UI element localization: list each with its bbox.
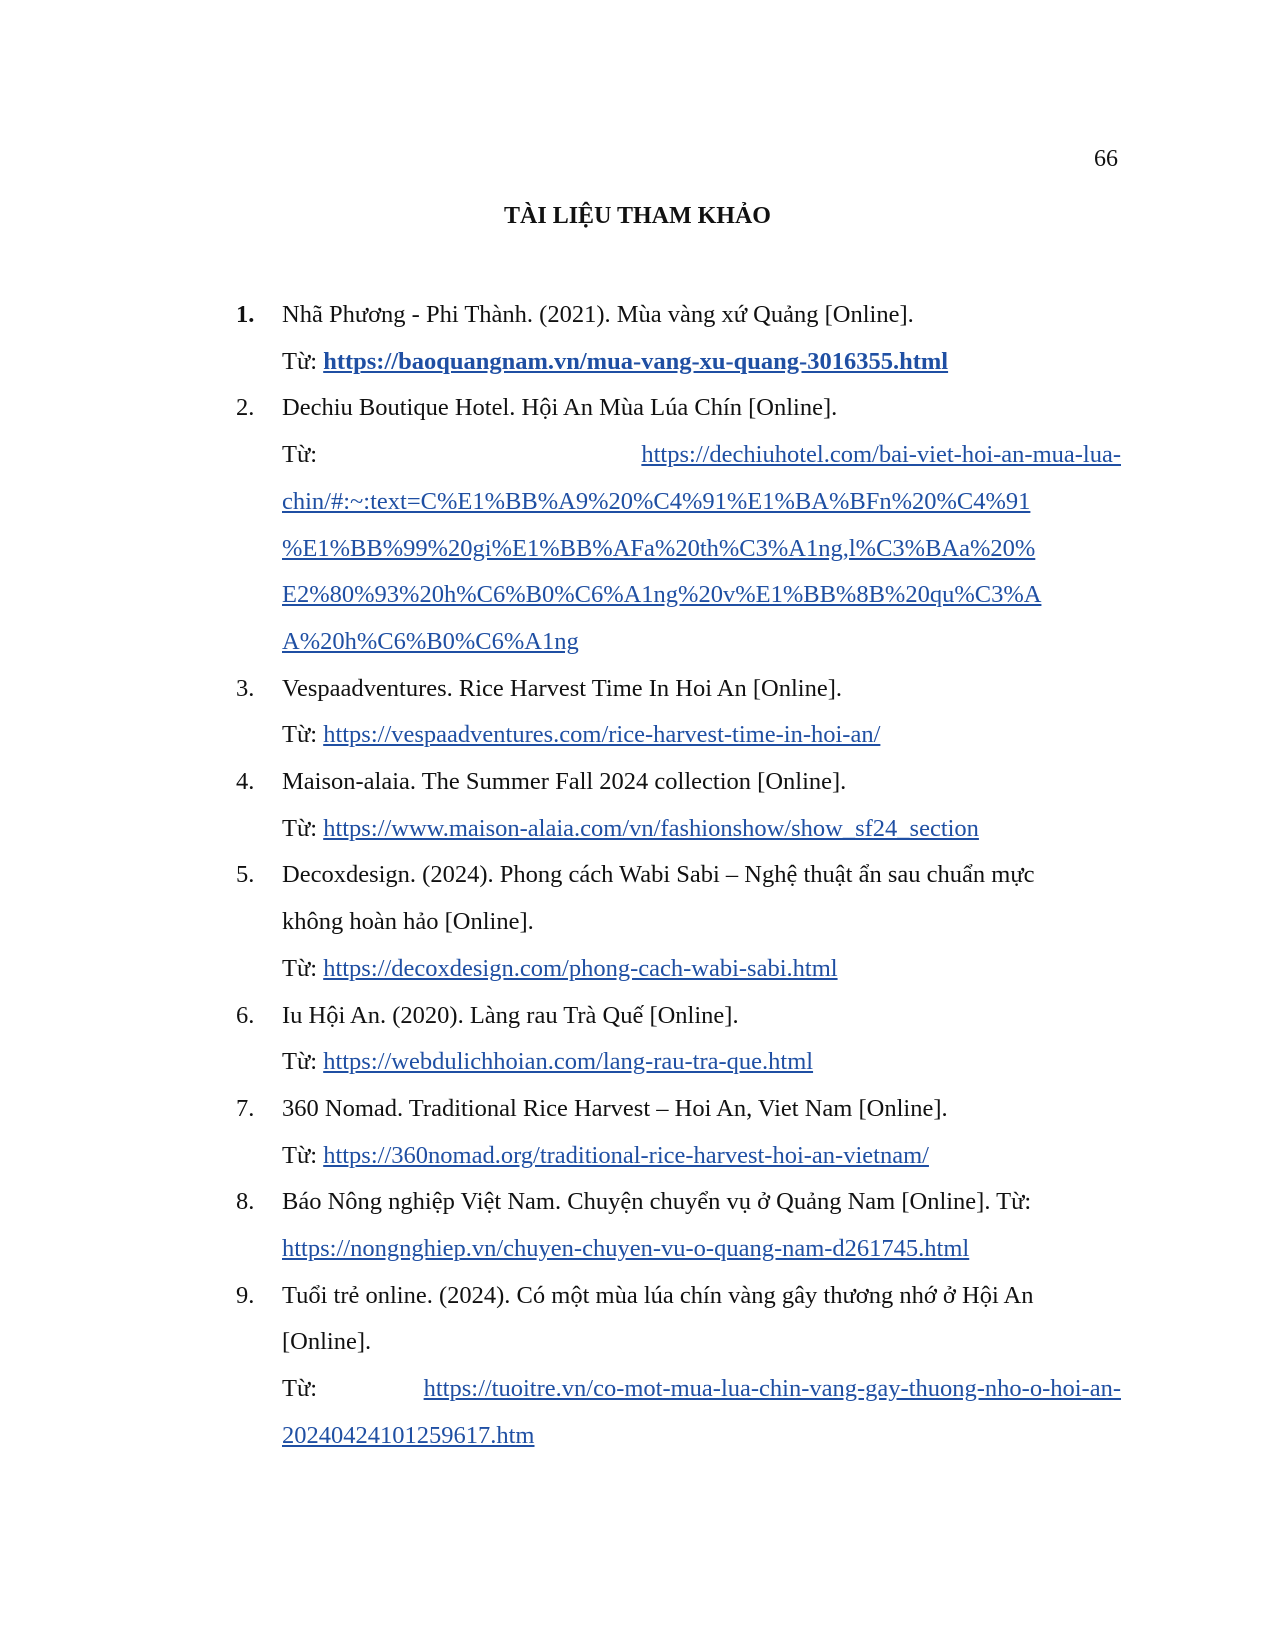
reference-citation: Dechiu Boutique Hotel. Hội An Mùa Lúa Chín [Online]. — [282, 394, 838, 422]
reference-citation: Maison-alaia. The Summer Fall 2024 collection [Online]. — [282, 768, 847, 796]
page-title: TÀI LIỆU THAM KHẢO — [504, 203, 771, 229]
reference-link[interactable]: https://webdulichhoian.com/lang-rau-tra-que.html — [323, 1048, 814, 1076]
reference-number: 7. — [236, 1094, 255, 1122]
reference-citation-continued: không hoàn hảo [Online]. — [282, 908, 534, 936]
reference-citation: Tuổi trẻ online. (2024). Có một mùa lúa chín vàng gây thương nhớ ở Hội An — [282, 1281, 1034, 1309]
from-label: Từ: — [282, 347, 318, 375]
reference-item — [236, 666, 1121, 759]
reference-item — [236, 1179, 1121, 1272]
reference-item — [236, 1086, 1121, 1179]
reference-citation: Nhã Phương - Phi Thành. (2021). Mùa vàng xứ Quảng [Online]. — [282, 301, 914, 328]
from-label: Từ: — [282, 1141, 318, 1169]
reference-item — [236, 1273, 1121, 1460]
reference-link[interactable]: https://decoxdesign.com/phong-cach-wabi-sabi.html — [323, 954, 838, 982]
reference-citation: Decoxdesign. (2024). Phong cách Wabi Sabi – Nghệ thuật ẩn sau chuẩn mực — [282, 861, 1035, 889]
reference-link[interactable]: https://360nomad.org/traditional-rice-harvest-hoi-an-vietnam/ — [323, 1141, 929, 1169]
reference-link[interactable]: https://vespaadventures.com/rice-harvest-time-in-hoi-an/ — [323, 721, 881, 749]
from-label: Từ: — [282, 814, 318, 842]
reference-citation: Iu Hội An. (2020). Làng rau Trà Quế [Online]. — [282, 1001, 739, 1029]
from-label: Từ: — [282, 441, 318, 469]
reference-citation: 360 Nomad. Traditional Rice Harvest – Hoi An, Viet Nam [Online]. — [282, 1094, 948, 1122]
reference-item — [236, 385, 1121, 665]
from-label: Từ: — [282, 954, 318, 982]
reference-link-continued[interactable]: E2%80%93%20h%C6%B0%C6%A1ng%20v%E1%BB%8B%20qu%C3%A — [282, 581, 1042, 609]
reference-citation: Báo Nông nghiệp Việt Nam. Chuyện chuyển vụ ở Quảng Nam [Online]. — [282, 1188, 991, 1216]
reference-item — [236, 993, 1121, 1086]
reference-link[interactable]: https://baoquangnam.vn/mua-vang-xu-quang-3016355.html — [323, 347, 949, 375]
reference-link[interactable]: https://tuoitre.vn/co-mot-mua-lua-chin-vang-gay-thuong-nho-o-hoi-an- — [423, 1375, 1121, 1403]
reference-number: 5. — [236, 861, 255, 889]
reference-number: 2. — [236, 394, 255, 422]
from-label: Từ: — [282, 1375, 318, 1403]
reference-number: 4. — [236, 768, 255, 796]
reference-item — [236, 759, 1121, 852]
reference-link-continued[interactable]: A%20h%C6%B0%C6%A1ng — [282, 627, 579, 655]
page-number: 66 — [1094, 146, 1118, 172]
from-label: Từ: — [996, 1188, 1032, 1216]
reference-link-continued[interactable]: 20240424101259617.htm — [282, 1421, 535, 1449]
reference-link-continued[interactable]: %E1%BB%99%20gi%E1%BB%AFa%20th%C3%A1ng,l%C3%BAa%20% — [282, 534, 1036, 562]
reference-link[interactable]: https://dechiuhotel.com/bai-viet-hoi-an-mua-lua- — [641, 441, 1121, 469]
reference-link-continued[interactable]: chin/#:~:text=C%E1%BB%A9%20%C4%91%E1%BA%BFn%20%C4%91 — [282, 487, 1031, 515]
reference-number: 3. — [236, 674, 255, 702]
reference-item — [236, 292, 1121, 385]
from-label: Từ: — [282, 1048, 318, 1076]
from-label: Từ: — [282, 721, 318, 749]
reference-number: 1. — [236, 301, 255, 328]
reference-list — [236, 292, 1121, 1460]
reference-link[interactable]: https://www.maison-alaia.com/vn/fashionshow/show_sf24_section — [323, 814, 979, 842]
reference-number: 6. — [236, 1001, 255, 1029]
reference-number: 8. — [236, 1188, 255, 1216]
reference-citation: Vespaadventures. Rice Harvest Time In Hoi An [Online]. — [282, 674, 842, 702]
reference-number: 9. — [236, 1281, 255, 1309]
reference-item — [236, 852, 1121, 992]
reference-citation-continued: [Online]. — [282, 1328, 372, 1356]
reference-link[interactable]: https://nongnghiep.vn/chuyen-chuyen-vu-o-quang-nam-d261745.html — [282, 1235, 970, 1263]
